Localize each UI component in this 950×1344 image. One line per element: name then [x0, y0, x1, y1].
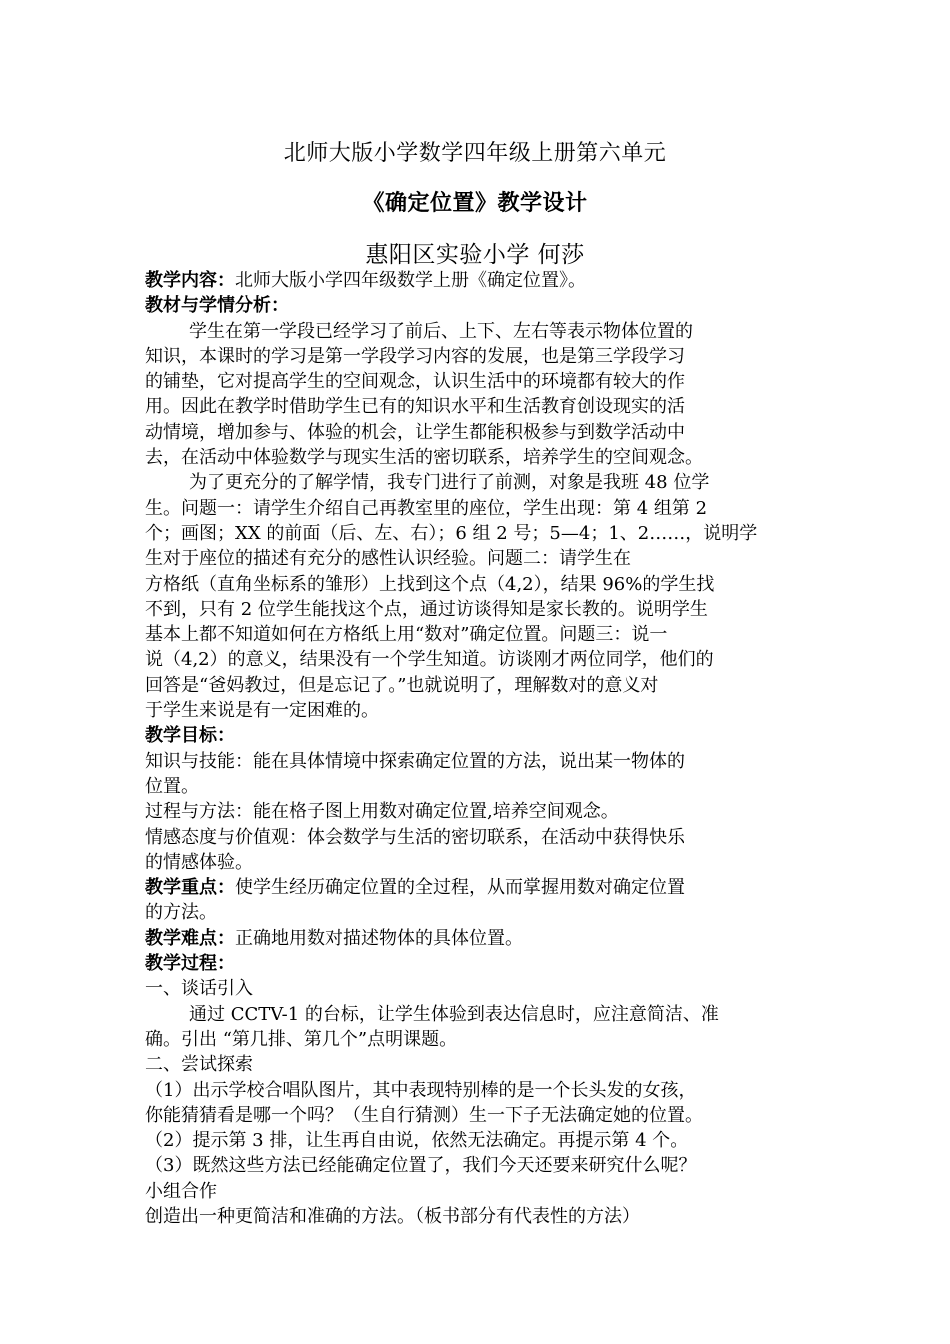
analysis-p1-line: 知识，本课时的学习是第一学段学习内容的发展，也是第三学段学习	[145, 345, 685, 367]
analysis-heading: 教材与学情分析：	[145, 295, 289, 317]
goal-line: 过程与方法：能在格子图上用数对确定位置,培养空间观念。	[145, 801, 619, 823]
key-point-text: 使学生经历确定位置的全过程，从而掌握用数对确定位置	[235, 877, 685, 899]
process-line: （3）既然这些方法已经能确定位置了，我们今天还要来研究什么呢？	[145, 1155, 697, 1177]
process-line: 确。引出 “第几排、第几个”点明课题。	[145, 1028, 458, 1050]
process-heading: 教学过程：	[145, 953, 235, 975]
key-point	[145, 875, 817, 900]
process-line: 一、谈话引入	[145, 978, 253, 1000]
process-line: 你能猜猜看是哪一个吗？（生自行猜测）生一下子无法确定她的位置。	[145, 1104, 703, 1126]
goal-line: 情感态度与价值观：体会数学与生活的密切联系，在活动中获得快乐	[145, 826, 685, 848]
process-line: 通过 CCTV-1 的台标，让学生体验到表达信息时，应注意简洁、准	[189, 1003, 719, 1025]
analysis-p1-line: 去，在活动中体验数学与现实生活的密切联系，培养学生的空间观念。	[145, 447, 703, 469]
process-line: 创造出一种更简洁和准确的方法。（板书部分有代表性的方法）	[145, 1205, 640, 1227]
teaching-content-text: 北师大版小学四年级数学上册《确定位置》。	[235, 270, 586, 291]
analysis-p1-line: 的铺垫，它对提高学生的空间观念，认识生活中的环境都有较大的作	[145, 371, 685, 393]
difficulty-point	[145, 926, 817, 951]
analysis-p2-line: 为了更充分的了解学情，我专门进行了前测，对象是我班 48 位学	[189, 472, 710, 494]
goal-line: 知识与技能：能在具体情境中探索确定位置的方法，说出某一物体的	[145, 750, 685, 772]
document-body	[145, 268, 817, 1229]
teaching-content-label: 教学内容：	[145, 270, 235, 291]
analysis-p2-line: 生对于座位的描述有充分的感性认识经验。问题二：请学生在	[145, 548, 631, 570]
analysis-p2-line: 个；画图；XX 的前面（后、左、右）；6 组 2 号；5—4；1、2……，说明学	[145, 522, 758, 544]
goal-line: 的情感体验。	[145, 851, 253, 873]
process-line: 小组合作	[145, 1180, 217, 1202]
analysis-p1-line: 用。因此在教学时借助学生已有的知识水平和生活教育创设现实的活	[145, 396, 685, 418]
analysis-p2-line: 不到，只有 2 位学生能找这个点，通过访谈得知是家长教的。说明学生	[145, 598, 708, 620]
key-point-label: 教学重点：	[145, 877, 235, 899]
unit-title: 北师大版小学数学四年级上册第六单元	[283, 141, 667, 166]
lesson-title: 《确定位置》教学设计	[362, 190, 588, 216]
analysis-p2-line: 说（4,2）的意义，结果没有一个学生知道。访谈刚才两位同学，他们的	[145, 649, 714, 671]
process-line: （1）出示学校合唱队图片，其中表现特别棒的是一个长头发的女孩，	[145, 1079, 697, 1101]
process-line: （2）提示第 3 排，让生再自由说，依然无法确定。再提示第 4 个。	[145, 1130, 689, 1152]
analysis-p2-line: 基本上都不知道如何在方格纸上用“数对”确定位置。问题三：说一	[145, 624, 668, 646]
analysis-p1-line: 动情境，增加参与、体验的机会，让学生都能积极参与到数学活动中	[145, 421, 685, 443]
process-line: 二、尝试探索	[145, 1054, 253, 1076]
analysis-p2-line: 于学生来说是有一定困难的。	[145, 700, 379, 722]
key-point-continued: 的方法。	[145, 902, 217, 924]
author-line: 惠阳区实验小学 何莎	[365, 242, 585, 268]
difficulty-text: 正确地用数对描述物体的具体位置。	[235, 927, 523, 949]
difficulty-label: 教学难点：	[145, 927, 235, 949]
teaching-content	[145, 268, 817, 293]
analysis-p2-line: 生。问题一：请学生介绍自己再教室里的座位，学生出现：第 4 组第 2	[145, 497, 708, 519]
analysis-p1-line: 学生在第一学段已经学习了前后、上下、左右等表示物体位置的	[189, 320, 693, 342]
goal-line: 位置。	[145, 775, 199, 797]
goals-heading: 教学目标：	[145, 725, 235, 747]
analysis-p2-line: 回答是“爸妈教过，但是忘记了。”也就说明了，理解数对的意义对	[145, 674, 659, 696]
analysis-p2-line: 方格纸（直角坐标系的雏形）上找到这个点（4,2），结果 96%的学生找	[145, 573, 715, 595]
